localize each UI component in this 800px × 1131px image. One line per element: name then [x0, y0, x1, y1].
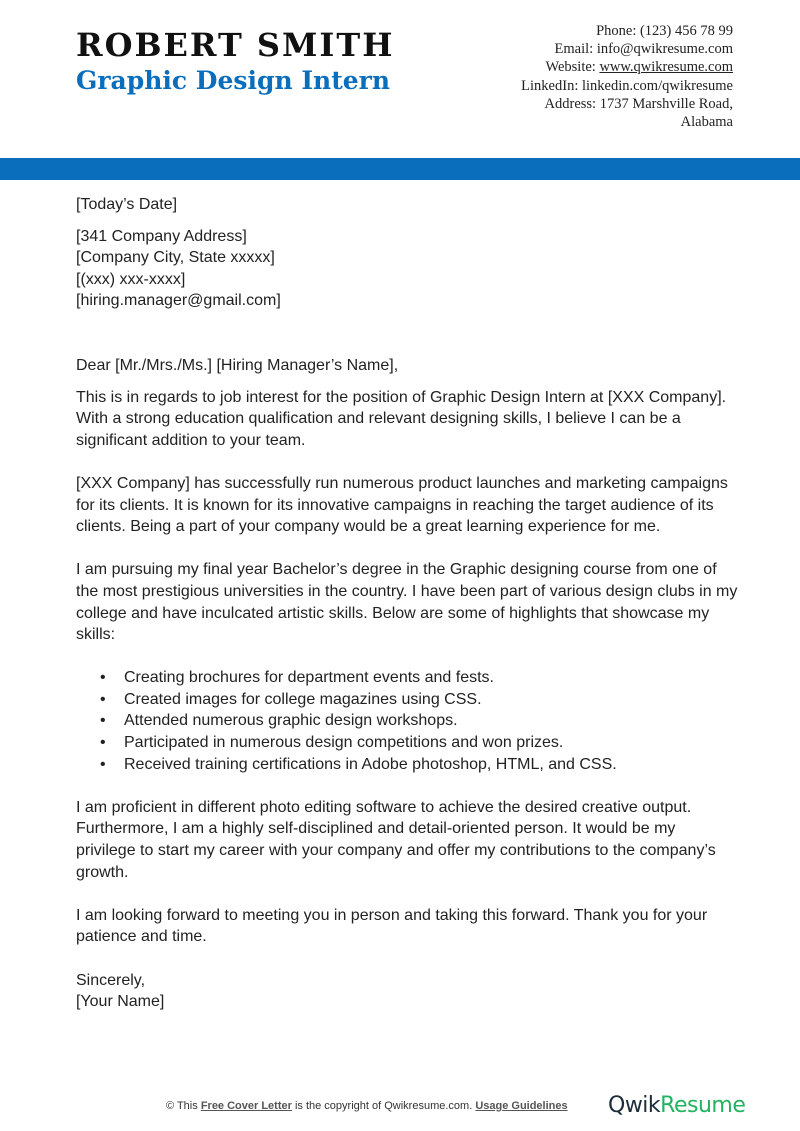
footer-text: © This	[166, 1100, 201, 1112]
qwikresume-logo	[608, 1093, 745, 1118]
copyright-footer	[166, 1100, 568, 1112]
recipient-block	[76, 226, 738, 312]
website-label: Website:	[545, 59, 600, 76]
paragraph: I am proficient in different photo editing software to achieve the desired creative output. Furthermore, I am a highly self-disciplined and detail-oriented person. It would be my privilege to start my career with your company and offer my contributions to the company’s growth.	[76, 798, 716, 881]
recipient-line: [(xxx) xxx-xxxx]	[76, 270, 186, 288]
footer-text: is the copyright of Qwikresume.com.	[291, 1100, 476, 1112]
paragraph: I am pursuing my final year Bachelor’s degree in the Graphic designing course from one of the most prestigious universities in the country. I have been part of various design clubs in my college and have inculcated artistic skills. Below are some of highlights that showcase my skills:	[76, 561, 738, 644]
free-cover-letter-link[interactable]: Free Cover Letter	[200, 1100, 292, 1112]
paragraph: I am looking forward to meeting you in person and taking this forward. Thank you for your patience and time.	[76, 906, 708, 946]
paragraph: [XXX Company] has successfully run numerous product launches and marketing campaigns for its clients. It is known for its innovative campaigns in reaching the target audience of its clients. Being a part of your company would be a great learning experience for me.	[76, 474, 728, 536]
salutation: Dear [Mr./Mrs./Ms.] [Hiring Manager’s Name],	[76, 356, 399, 374]
accent-bar	[0, 158, 800, 180]
signature: [Your Name]	[76, 993, 165, 1011]
address-line-2: Alabama	[680, 114, 733, 131]
recipient-line: [341 Company Address]	[76, 227, 247, 245]
phone: Phone: (123) 456 78 99	[596, 23, 733, 39]
letter-body	[76, 194, 738, 1034]
address-line-1: Address: 1737 Marshville Road,	[544, 95, 733, 112]
website	[521, 58, 733, 76]
usage-guidelines-link[interactable]: Usage Guidelines	[475, 1100, 568, 1112]
recipient-line: [Company City, State xxxxx]	[76, 249, 275, 267]
applicant-name: ROBERT SMITH	[76, 26, 395, 64]
list-item: • Received training certifications in Adobe photoshop, HTML, and CSS.	[76, 754, 738, 776]
list-item: • Created images for college magazines using CSS.	[76, 689, 738, 711]
linkedin: LinkedIn: linkedin.com/qwikresume	[521, 77, 733, 94]
skills-list	[76, 667, 738, 775]
list-item: • Attended numerous graphic design workshops.	[76, 710, 738, 732]
paragraph: This is in regards to job interest for the position of Graphic Design Intern at [XXX Company]. With a strong education qualification and relevant designing skills, I believe I can be a significant addition to your team.	[76, 388, 727, 449]
logo-part: Resume	[660, 1093, 746, 1118]
list-item: • Creating brochures for department events and fests.	[76, 667, 738, 689]
signoff: Sincerely,	[76, 971, 146, 989]
contact-block	[521, 22, 733, 131]
job-title: Graphic Design Intern	[76, 66, 390, 95]
date: [Today’s Date]	[76, 196, 178, 213]
list-item: • Participated in numerous design competitions and won prizes.	[76, 732, 738, 754]
email: Email: info@qwikresume.com	[554, 41, 733, 58]
website-link[interactable]: www.qwikresume.com	[599, 59, 733, 76]
logo-part: Qwik	[608, 1093, 661, 1118]
recipient-line: [hiring.manager@gmail.com]	[76, 292, 281, 310]
